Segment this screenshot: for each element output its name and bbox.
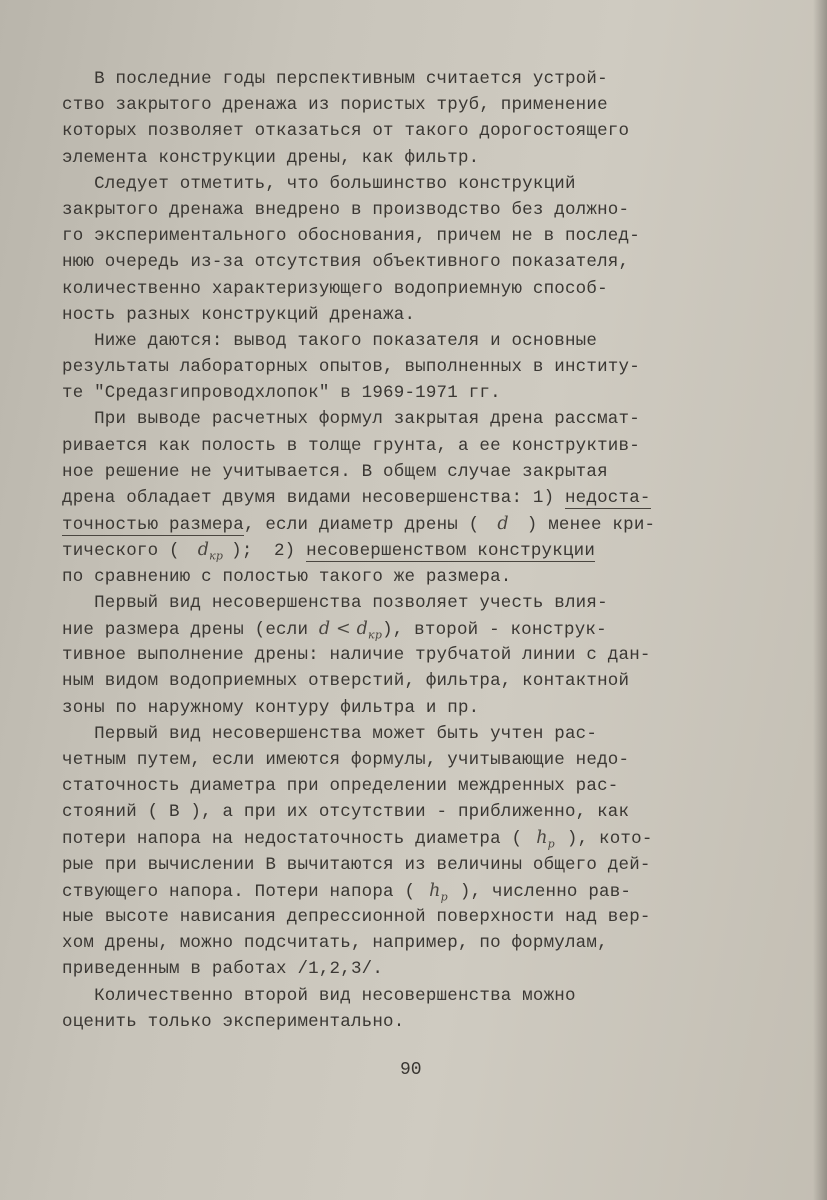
text-line: го экспериментального обоснования, причем не в послед-	[62, 226, 640, 247]
body-text	[62, 66, 762, 1035]
text-fragment: ) менее кри-	[526, 515, 656, 536]
text-line: элемента конструкции дрены, как фильтр.	[62, 147, 480, 168]
text-line	[62, 616, 762, 642]
page-number: 90	[400, 1060, 422, 1080]
text-line: ность разных конструкций дренажа.	[62, 304, 416, 325]
text-line: При выводе расчетных формул закрытая дрена рассмат-	[62, 409, 640, 430]
text-line: ным видом водоприемных отверстий, фильтра, контактной	[62, 671, 630, 692]
handwritten-subscript: р	[440, 890, 448, 904]
handwritten-subscript: р	[547, 837, 555, 851]
underlined-term: точностью размера	[62, 515, 244, 536]
text-fragment: тического (	[62, 541, 180, 562]
text-fragment: ); 2)	[231, 541, 307, 562]
text-fragment: ), численно рав-	[459, 881, 632, 902]
text-line: ривается как полость в толще грунта, а ее конструктив-	[62, 435, 640, 456]
text-fragment: ), второй - конструк-	[382, 619, 607, 640]
text-line	[62, 485, 762, 511]
text-line	[62, 878, 762, 904]
text-line: рые при вычислении В вычитаются из величины общего дей-	[62, 854, 651, 875]
text-line: В последние годы перспективным считается устрой-	[62, 69, 608, 89]
handwritten-symbol: d < d	[318, 618, 369, 639]
handwritten-subscript: кр	[368, 628, 383, 642]
text-line: четным путем, если имеются формулы, учитывающие недо-	[62, 749, 630, 770]
text-line: Первый вид несовершенства может быть учтен рас-	[62, 723, 598, 744]
text-fragment: ), кото-	[566, 829, 653, 850]
text-line: приведенным в работах /1,2,3/.	[62, 959, 384, 980]
text-line: нюю очередь из-за отсутствия объективного показателя,	[62, 252, 630, 273]
text-line	[62, 825, 762, 851]
text-line: Первый вид несовершенства позволяет учесть влия-	[62, 592, 608, 613]
text-line: Количественно второй вид несовершенства можно	[62, 985, 576, 1006]
handwritten-symbol: h	[429, 880, 441, 901]
text-line: результаты лабораторных опытов, выполненных в институ-	[62, 357, 640, 378]
text-line: тивное выполнение дрены: наличие трубчатой линии с дан-	[62, 645, 651, 666]
text-line: ное решение не учитывается. В общем случае закрытая	[62, 461, 608, 482]
underlined-term: несовершенством конструкции	[306, 541, 596, 562]
text-line: закрытого дренажа внедрено в производство без должно-	[62, 199, 630, 220]
text-line: зоны по наружному контуру фильтра и пр.	[62, 697, 480, 718]
handwritten-symbol: h	[536, 828, 548, 849]
text-line: ство закрытого дренажа из пористых труб, применение	[62, 95, 608, 116]
text-line: хом дрены, можно подсчитать, например, по формулам,	[62, 933, 608, 954]
handwritten-symbol: d	[197, 540, 210, 561]
text-line: Следует отметить, что большинство конструкций	[62, 173, 576, 194]
text-line	[62, 511, 762, 537]
text-line: статочность диаметра при определении междренных рас-	[62, 776, 619, 797]
text-fragment: ние размера дрены (если	[62, 619, 319, 640]
text-line: количественно характеризующего водоприемную способ-	[62, 278, 608, 299]
text-fragment: ствующего напора. Потери напора (	[62, 881, 416, 902]
page-edge-shadow	[813, 0, 827, 1200]
text-line	[62, 537, 762, 563]
text-fragment: дрена обладает двумя видами несовершенства: 1)	[62, 488, 565, 508]
text-fragment: потери напора на недостаточность диаметра (	[62, 829, 523, 850]
text-line: оценить только экспериментально.	[62, 1011, 405, 1032]
text-line: ные высоте нависания депрессионной поверхности над вер-	[62, 907, 651, 927]
handwritten-symbol: d	[497, 514, 509, 535]
text-line: по сравнению с полостью такого же размера.	[62, 566, 512, 587]
handwritten-subscript: кр	[209, 549, 224, 563]
text-line: Ниже даются: вывод такого показателя и основные	[62, 330, 598, 351]
text-line: стояний ( В ), а при их отсутствии - приближенно, как	[62, 802, 630, 823]
text-line: которых позволяет отказаться от такого дорогостоящего	[62, 121, 630, 142]
text-line: те "Средазгипроводхлопок" в 1969-1971 гг.	[62, 383, 501, 404]
text-fragment: , если диаметр дрены (	[243, 515, 480, 536]
underlined-term: недоста-	[564, 488, 651, 508]
